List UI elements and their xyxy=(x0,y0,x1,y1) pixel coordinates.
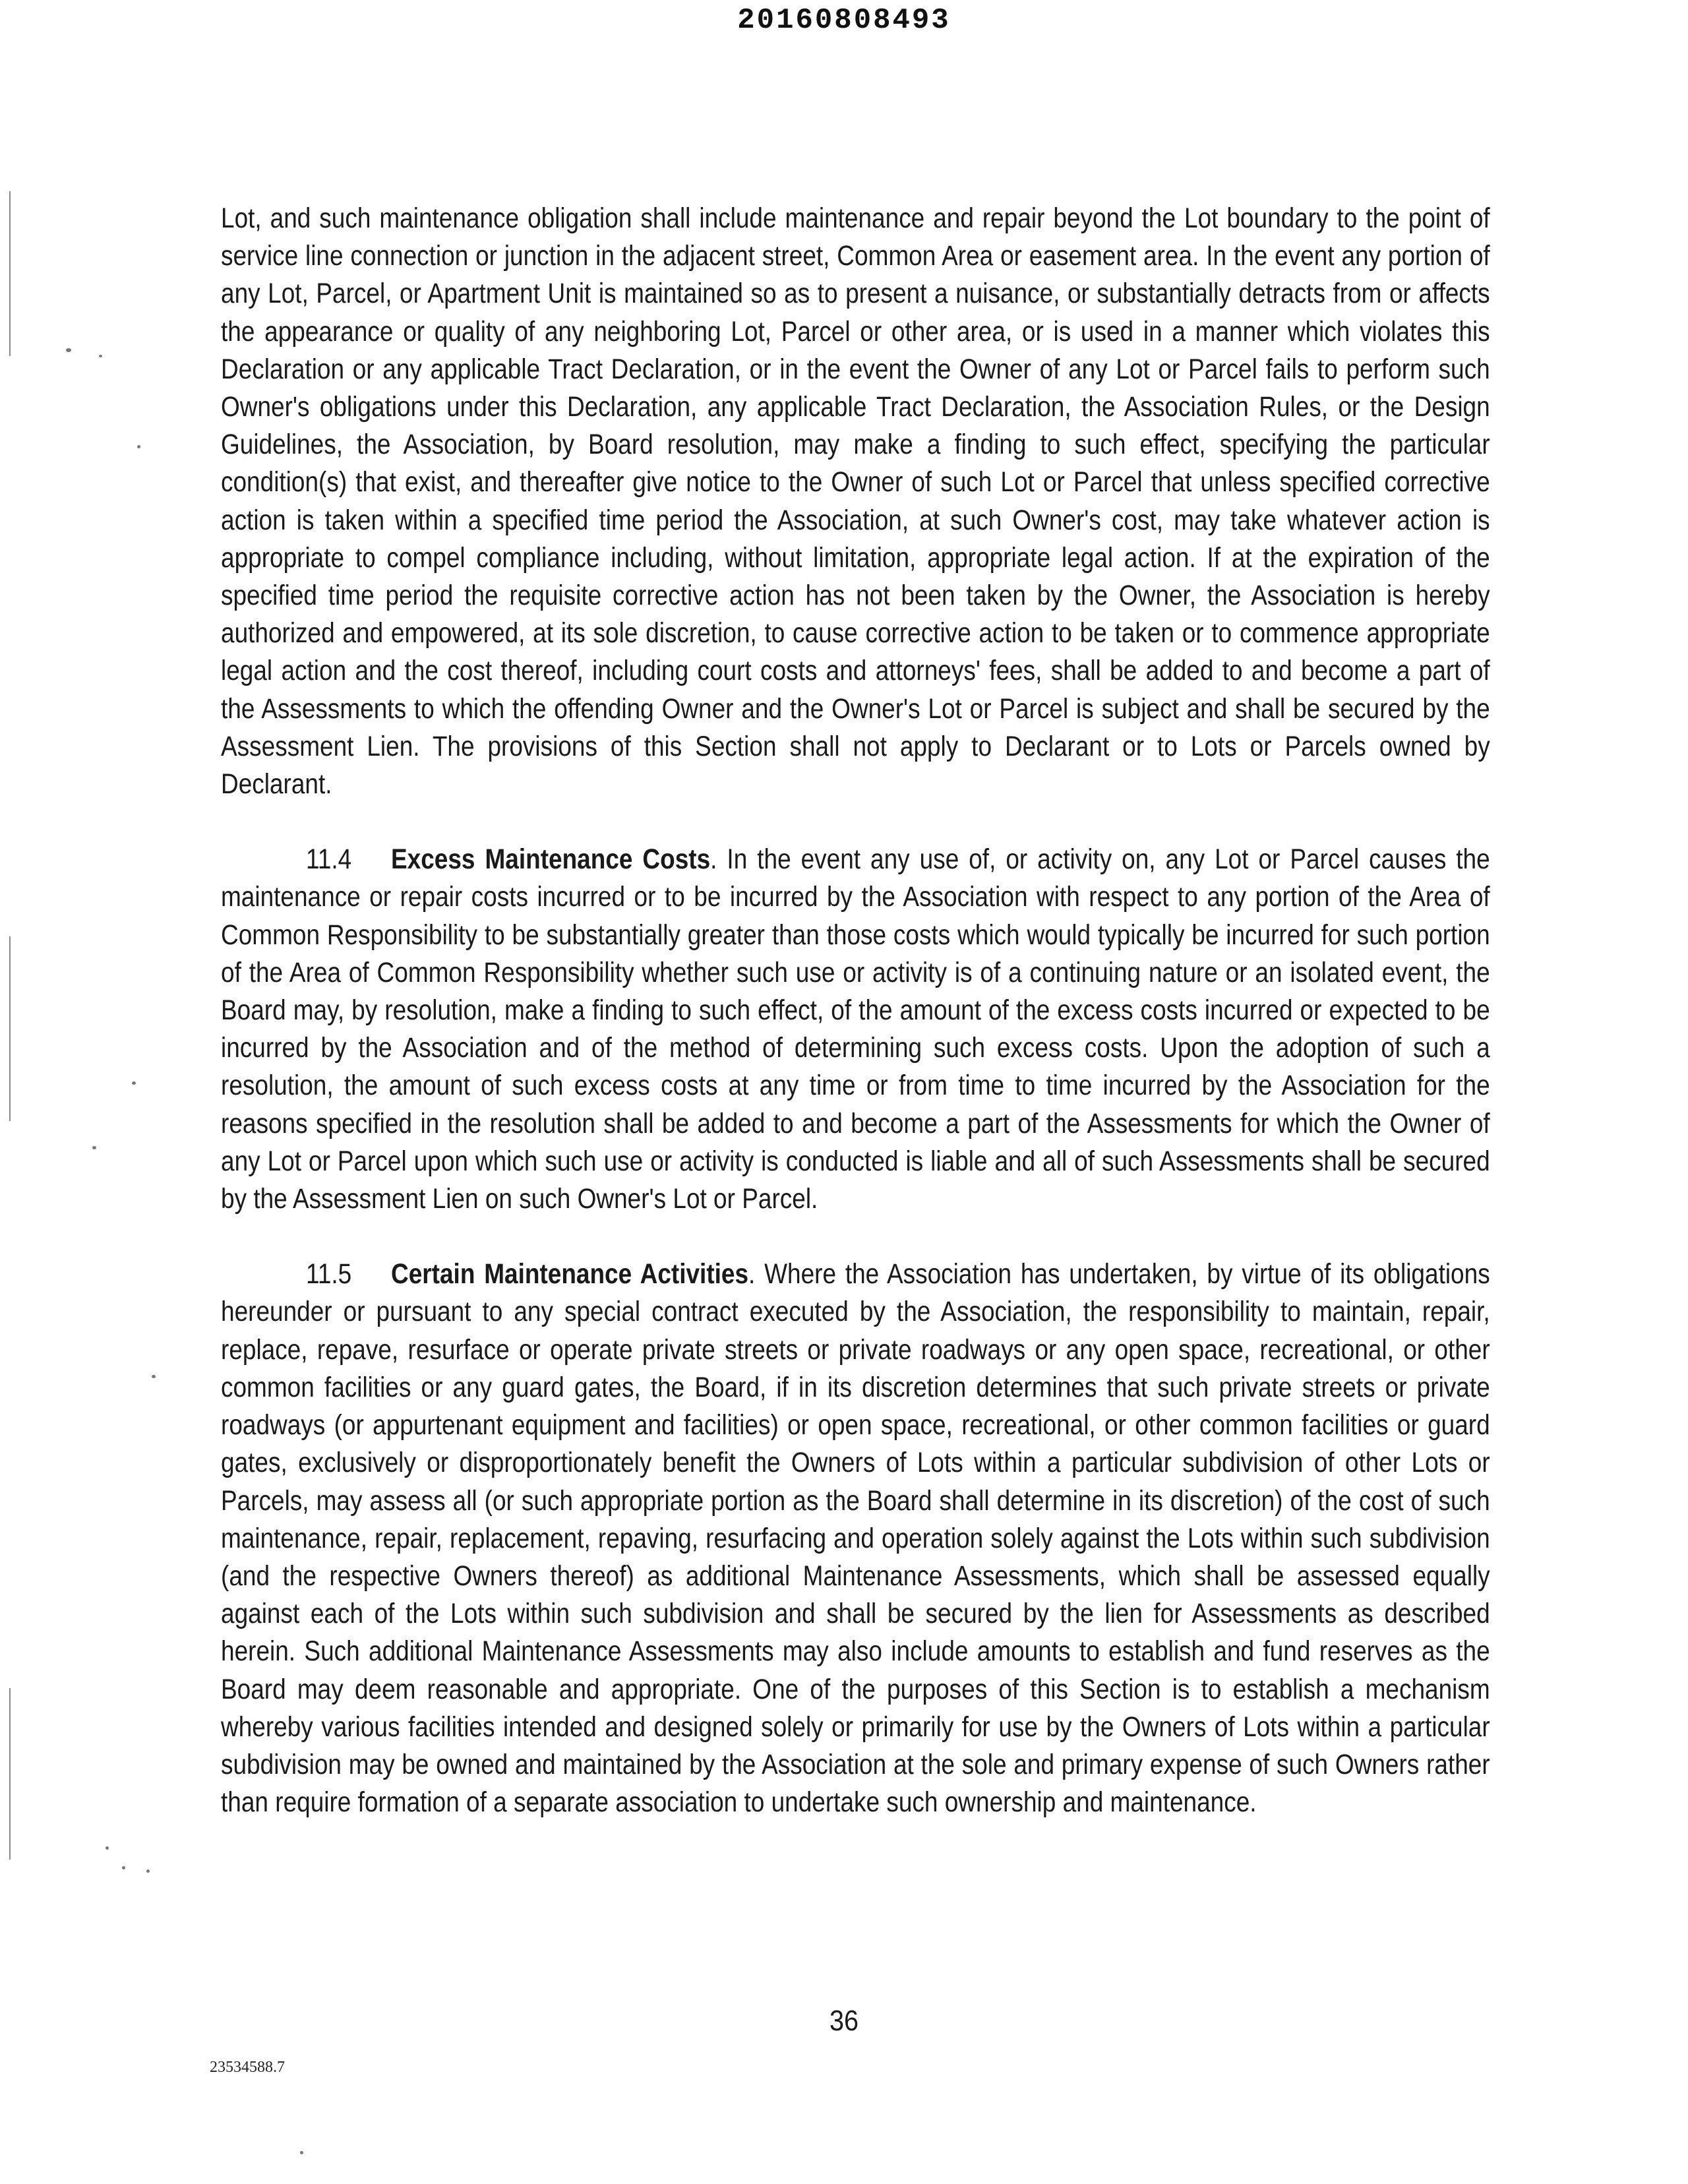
page-number: 36 xyxy=(829,2005,859,2037)
scan-artifact-dot xyxy=(92,1146,96,1149)
scan-artifact-dot xyxy=(300,2151,303,2154)
section-number: 11.4 xyxy=(306,843,352,876)
paragraph-continuation: Lot, and such maintenance obligation shall include maintenance and repair beyond the Lot boundary to the point of service line connection or junction in the adjacent street, Common Area or easement area. In the event any portion of any Lot, Parcel, or Apartment Unit is maintained so as to present a nuisance, or substantially detracts from or affects the appearance or quality of any neighboring Lot, Parcel or other area, or is used in a manner which violates this Declaration or any applicable Tract Declaration, or in the event the Owner of any Lot or Parcel fails to perform such Owner's obligations under this Declaration, any applicable Tract Declaration, the Association Rules, or the Design Guidelines, the Association, by Board resolution, may make a finding to such effect, specifying the particular condition(s) that exist, and thereafter give notice to the Owner of such Lot or Parcel that unless specified corrective action is taken within a specified time period the Association, at such Owner's cost, may take whatever action is appropriate to compel compliance including, without limitation, appropriate legal action. If at the expiration of the specified time period the requisite corrective action has not been taken by the Owner, the Association is hereby authorized and empowered, at its sole discretion, to cause corrective action to be taken or to commence appropriate legal action and the cost thereof, including court costs and attorneys' fees, shall be added to and become a part of the Assessments to which the offending Owner and the Owner's Lot or Parcel is subject and shall be secured by the Assessment Lien. The provisions of this Section shall not apply to Declarant or to Lots or Parcels owned by Declarant. xyxy=(221,202,1490,801)
scan-artifact-dot xyxy=(99,355,102,357)
scan-artifact-dot xyxy=(132,1081,136,1085)
scan-artifact-dot xyxy=(106,1846,109,1850)
document-id: 23534588.7 xyxy=(210,2059,285,2076)
scan-artifact-line xyxy=(9,191,11,356)
scan-artifact-dot xyxy=(122,1866,125,1869)
recording-number: 20160808493 xyxy=(737,4,951,37)
section-heading: Excess Maintenance Costs xyxy=(391,843,711,876)
section-text: . Where the Association has undertaken, by virtue of its obligations hereunder or pursuant to any special contract executed by the Association, the responsibility to maintain, repair, replace, repave, resurface or operate private streets or private roadways or any open space, recreational, or other common facilities or any guard gates, the Board, if in its discretion determines that such private streets or private roadways (or appurtenant equipment and facilities) or open space, recreational, or other common facilities or guard gates, exclusively or disproportionately benefit the Owners of Lots within a particular subdivision of other Lots or Parcels, may assess all (or such appropriate portion as the Board shall determine in its discretion) of the cost of such maintenance, repair, replacement, repaving, resurfacing and operation solely against the Lots within such subdivision (and the respective Owners thereof) as additional Maintenance Assessments, which shall be assessed equally against each of the Lots within such subdivision and shall be secured by the lien for Assessments as described herein. Such additional Maintenance Assessments may also include amounts to establish and fund reserves as the Board may deem reasonable and appropriate. One of the purposes of this Section is to establish a mechanism whereby various facilities intended and designed solely or primarily for use by the Owners of Lots within a particular subdivision may be owned and maintained by the Association at the sole and primary expense of such Owners rather than require formation of a separate association to undertake such ownership and maintenance. xyxy=(221,1258,1490,1819)
scan-artifact-dot xyxy=(152,1375,156,1378)
section-number: 11.5 xyxy=(306,1258,352,1290)
scan-artifact-dot xyxy=(137,445,140,448)
section-11-4 xyxy=(221,841,1490,1218)
section-heading: Certain Maintenance Activities xyxy=(391,1258,749,1290)
section-11-5 xyxy=(221,1256,1490,1821)
scan-artifact-dot xyxy=(146,1869,150,1873)
scan-artifact-line xyxy=(9,1688,11,1860)
document-body xyxy=(221,200,1490,1821)
scan-artifact-line xyxy=(9,936,11,1121)
section-text: . In the event any use of, or activity on, any Lot or Parcel causes the maintenance or repair costs incurred or to be incurred by the Association with respect to any portion of the Area of Common Responsibility to be substantially greater than those costs which would typically be incurred for such portion of the Area of Common Responsibility whether such use or activity is of a continuing nature or an isolated event, the Board may, by resolution, make a finding to such effect, of the amount of the excess costs incurred or expected to be incurred by the Association and of the method of determining such excess costs. Upon the adoption of such a resolution, the amount of such excess costs at any time or from time to time incurred by the Association for the reasons specified in the resolution shall be added to and become a part of the Assessments for which the Owner of any Lot or Parcel upon which such use or activity is conducted is liable and all of such Assessments shall be secured by the Assessment Lien on such Owner's Lot or Parcel. xyxy=(221,843,1490,1215)
scan-artifact-dot xyxy=(66,348,71,352)
